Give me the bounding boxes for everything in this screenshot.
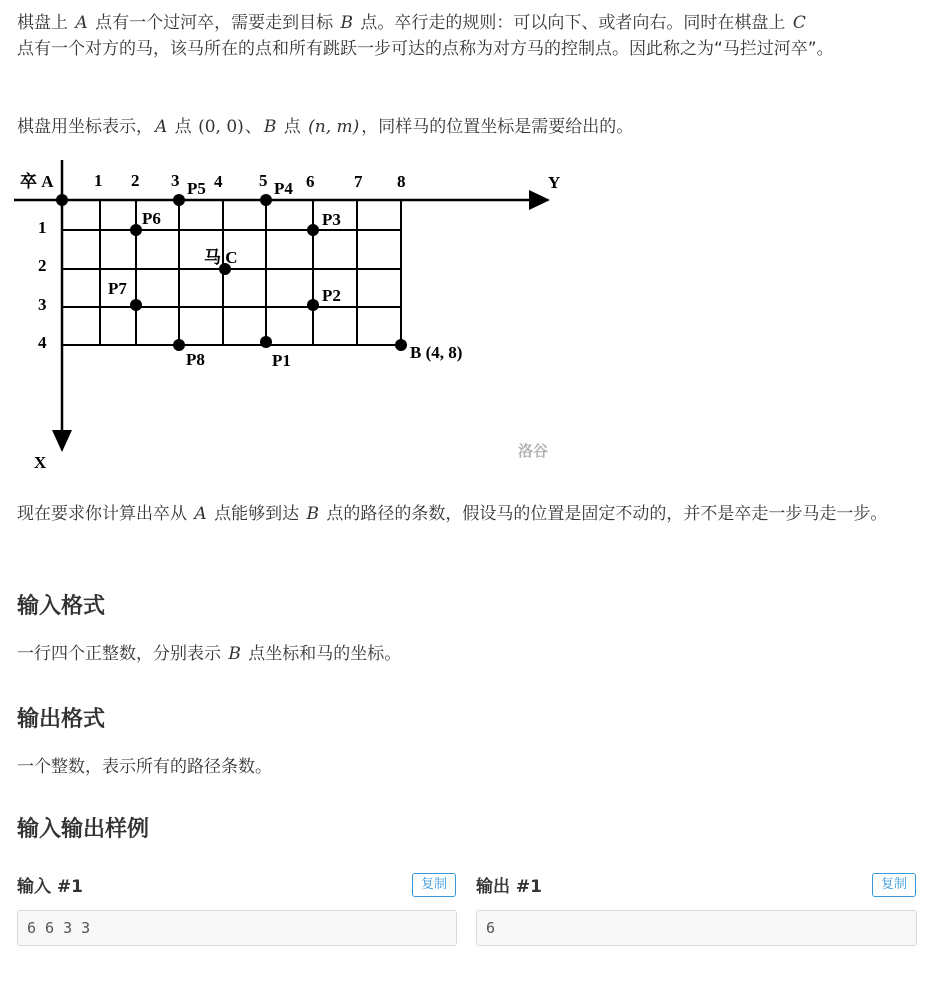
row-number: 3: [38, 295, 47, 314]
sample-input-box[interactable]: 6 6 3 3: [17, 910, 457, 946]
sample-output-box[interactable]: 6: [476, 910, 917, 946]
text: ，同样马的位置坐标是需要给出的。: [361, 117, 634, 137]
math-a: A: [155, 117, 168, 137]
math-coord-b: (n, m): [308, 117, 360, 137]
sample-input-label: 输入 #1: [17, 877, 83, 897]
output-format-text: 一个整数，表示所有的路径条数。: [17, 757, 272, 777]
text: 现在要求你计算出卒从: [17, 504, 193, 524]
point-label-p7: P7: [108, 279, 127, 298]
task-description: [17, 501, 917, 527]
control-point-p3: [307, 224, 319, 236]
samples-heading: 输入输出样例: [17, 817, 150, 842]
text: 点能够到达: [208, 504, 305, 524]
col-number: 6: [306, 172, 315, 191]
control-point-p6: [130, 224, 142, 236]
x-axis-arrow: [52, 430, 72, 452]
math-coord-a: (0, 0): [198, 117, 244, 137]
target-label: B (4, 8): [410, 343, 463, 362]
math-c: C: [792, 13, 806, 33]
math-b: B: [340, 13, 353, 33]
problem-description: [17, 10, 917, 62]
copy-output-button[interactable]: 复制: [872, 873, 916, 897]
row-number: 1: [38, 218, 47, 237]
board-grid: [62, 200, 401, 345]
text: 棋盘上: [17, 13, 74, 33]
x-axis-label: X: [34, 453, 47, 472]
text: 点坐标和马的坐标。: [242, 644, 402, 664]
control-point-p7: [130, 299, 142, 311]
text: 点: [278, 117, 307, 137]
math-b: B: [228, 644, 241, 664]
point-label-p1: P1: [272, 351, 291, 370]
col-number: 4: [214, 172, 223, 191]
copy-input-button[interactable]: 复制: [412, 873, 456, 897]
text: 、: [244, 117, 262, 137]
col-number: 5: [259, 171, 268, 190]
control-point-p2: [307, 299, 319, 311]
y-axis-arrow: [529, 190, 550, 210]
col-number: 8: [397, 172, 406, 191]
output-format-heading: 输出格式: [17, 707, 106, 732]
math-b: B: [306, 504, 319, 524]
target-point-b: [395, 339, 407, 351]
row-number: 2: [38, 256, 47, 275]
point-label-p6: P6: [142, 209, 161, 228]
text: 一行四个正整数，分别表示: [17, 644, 227, 664]
point-label-p3: P3: [322, 210, 341, 229]
board-points: [56, 194, 407, 351]
coordinate-description: [17, 114, 917, 140]
col-number: 7: [354, 172, 363, 191]
col-number: 1: [94, 171, 103, 190]
control-point-p8: [173, 339, 185, 351]
watermark: 洛谷: [518, 442, 549, 460]
math-a: A: [194, 504, 207, 524]
point-label-p2: P2: [322, 286, 341, 305]
text: 点: [169, 117, 198, 137]
math-b: B: [263, 117, 277, 137]
col-number: 3: [171, 171, 180, 190]
pawn-label: 卒 A: [20, 172, 54, 191]
point-label-p8: P8: [186, 350, 205, 369]
sample-output-label: 输出 #1: [476, 877, 542, 897]
control-point-p1: [260, 336, 272, 348]
col-number: 2: [131, 171, 140, 190]
control-point-p5: [173, 194, 185, 206]
y-axis-label: Y: [548, 173, 561, 192]
input-format-heading: 输入格式: [17, 594, 106, 619]
chessboard-diagram: [14, 160, 574, 480]
point-label-p5: P5: [187, 179, 206, 198]
text: 点。卒行走的规则：可以向下、或者向右。同时在棋盘上: [355, 13, 791, 33]
row-number: 4: [38, 333, 47, 352]
point-label-p4: P4: [274, 179, 293, 198]
text: 点的路径的条数，假设马的位置是固定不动的，并不是卒走一步马走一步。: [321, 504, 888, 524]
text: 棋盘用坐标表示，: [17, 117, 153, 137]
control-point-p4: [260, 194, 272, 206]
horse-label: 马 C: [204, 248, 238, 267]
text: 点有一个对方的马，该马所在的点和所有跳跃一步可达的点称为对方马的控制点。因此称之为“马拦过河卒”。: [17, 39, 834, 59]
input-format-text: [17, 641, 917, 667]
math-a: A: [75, 13, 88, 33]
text: 点有一个过河卒，需要走到目标: [89, 13, 339, 33]
pawn-point-a: [56, 194, 68, 206]
